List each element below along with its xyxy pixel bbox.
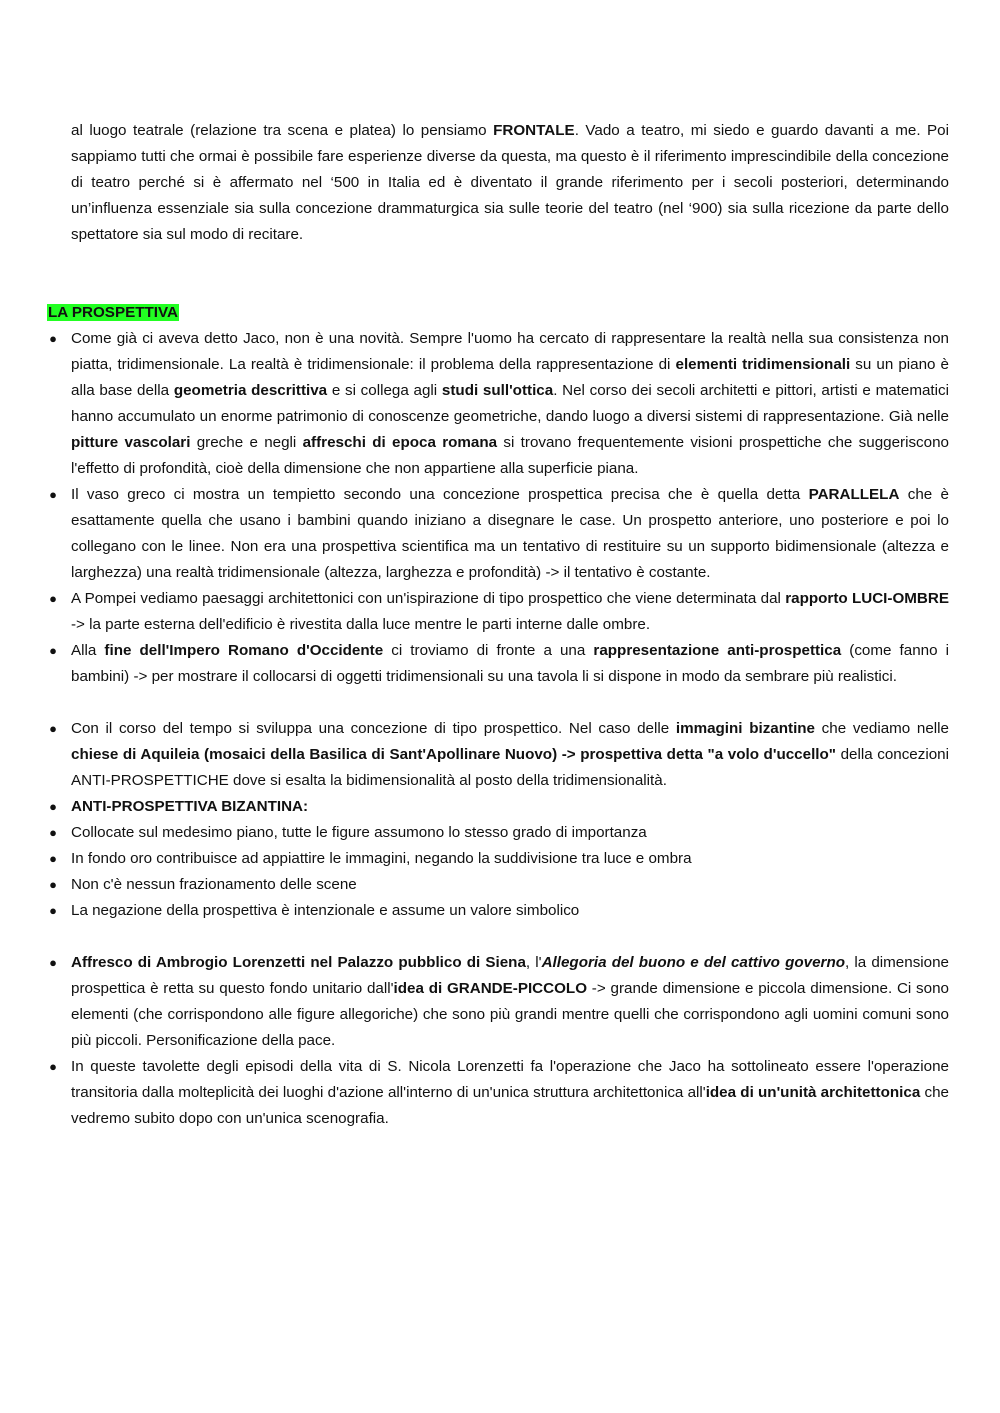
bullet-icon: ● bbox=[49, 955, 57, 970]
list-item: ● In fondo oro contribuisce ad appiattire le immagini, negando la suddivisione tra luce e ombra bbox=[71, 846, 949, 872]
bullet-icon: ● bbox=[49, 799, 57, 814]
bullet-icon: ● bbox=[49, 591, 57, 606]
highlighted-heading: LA PROSPETTIVA bbox=[48, 304, 178, 321]
bullet-icon: ● bbox=[49, 825, 57, 840]
list-item: ● Affresco di Ambrogio Lorenzetti nel Palazzo pubblico di Siena, l'Allegoria del buono e del cattivo governo, la dimensione prospettica è retta su questo fondo unitario dall'idea di GRANDE-PICCOLO -> grande dimensione e piccola dimensione. Ci sono elementi (che corrispondono alle figure allegoriche) che sono più grandi mentre quelli che corrispondono agli uomini comuni sono più piccoli. Personificazione della pace. bbox=[71, 950, 949, 1054]
list-item: ● A Pompei vediamo paesaggi architettonici con un'ispirazione di tipo prospettico che viene determinata dal rapporto LUCI-OMBRE -> la parte esterna dell'edificio è rivestita dalla luce mentre le parti interne dalle ombre. bbox=[71, 586, 949, 638]
bold-term: FRONTALE bbox=[493, 122, 575, 139]
list-item: ● In queste tavolette degli episodi della vita di S. Nicola Lorenzetti fa l'operazione che Jaco ha sottolineato essere l'operazione transitoria dalla molteplicità dei luoghi d'azione all'interno di un'unica struttura architettonica all'idea di un'unità architettonica che vedremo subito dopo con un'unica scenografia. bbox=[71, 1054, 949, 1132]
list-item: ● Il vaso greco ci mostra un tempietto secondo una concezione prospettica precisa che è quella detta PARALLELA che è esattamente quella che usano i bambini quando iniziano a disegnare le case. Un prospetto anteriore, uno posteriore e poi lo collegano con le linee. Non era una prospettiva scientifica ma un tentativo di restituire su un supporto bidimensionale (altezza e larghezza) una realtà tridimensionale (altezza, larghezza e profondità) -> il tentativo è costante. bbox=[71, 482, 949, 586]
intro-paragraph: al luogo teatrale (relazione tra scena e platea) lo pensiamo FRONTALE. Vado a teatro, mi siedo e guardo davanti a me. Poi sappiamo tutti che ormai è possibile fare esperienze diverse da questa, ma questo è il riferimento imprescindibile della concezione di teatro perché si è affermato nel ‘500 in Italia ed è diventato il grande riferimento per i secoli posteriori, determinando un’influenza essenziale sia sulla concezione drammaturgica sia sulle teorie del teatro (nel ‘900) sia sulla ricezione da parte dello spettatore sia sul modo di recitare. bbox=[71, 122, 949, 243]
bullet-icon: ● bbox=[49, 877, 57, 892]
bullet-list-2 bbox=[49, 716, 949, 924]
bullet-icon: ● bbox=[49, 487, 57, 502]
list-item: ● La negazione della prospettiva è intenzionale e assume un valore simbolico bbox=[71, 898, 949, 924]
section-heading bbox=[47, 300, 949, 326]
bullet-list-3 bbox=[49, 950, 950, 1132]
bullet-icon: ● bbox=[49, 331, 57, 346]
bullet-list-1 bbox=[49, 326, 950, 690]
bullet-icon: ● bbox=[49, 903, 57, 918]
bullet-icon: ● bbox=[49, 643, 57, 658]
list-item: ● ANTI-PROSPETTIVA BIZANTINA: bbox=[71, 794, 949, 820]
list-item: ● Collocate sul medesimo piano, tutte le figure assumono lo stesso grado di importanza bbox=[71, 820, 949, 846]
list-item: ● Come già ci aveva detto Jaco, non è una novità. Sempre l'uomo ha cercato di rappresentare la realtà nella sua consistenza non piatta, tridimensionale. La realtà è tridimensionale: il problema della rappresentazione di elementi tridimensionali su un piano è alla base della geometria descrittiva e si collega agli studi sull'ottica. Nel corso dei secoli architetti e pittori, artisti e matematici hanno accumulato un enorme patrimonio di conoscenze geometriche, dando luogo a diversi sistemi di rappresentazione. Già nelle pitture vascolari greche e negli affreschi di epoca romana si trovano frequentemente visioni prospettiche che suggeriscono l'effetto di profondità, cioè della dimensione che non appartiene alla superficie piana. bbox=[71, 326, 949, 482]
bullet-icon: ● bbox=[49, 851, 57, 866]
document-page bbox=[48, 118, 950, 1132]
list-item: ● Con il corso del tempo si sviluppa una concezione di tipo prospettico. Nel caso delle immagini bizantine che vediamo nelle chiese di Aquileia (mosaici della Basilica di Sant'Apollinare Nuovo) -> prospettiva detta "a volo d'uccello" della concezioni ANTI-PROSPETTICHE dove si esalta la bidimensionalità al posto della tridimensionalità. bbox=[71, 716, 949, 794]
bullet-icon: ● bbox=[49, 1059, 57, 1074]
list-item: ● Alla fine dell'Impero Romano d'Occidente ci troviamo di fronte a una rappresentazione anti-prospettica (come fanno i bambini) -> per mostrare il collocarsi di oggetti tridimensionali su una tavola li si dispone in modo da sembrare più realistici. bbox=[71, 638, 949, 690]
list-item: ● Non c'è nessun frazionamento delle scene bbox=[71, 872, 949, 898]
bullet-icon: ● bbox=[49, 721, 57, 736]
